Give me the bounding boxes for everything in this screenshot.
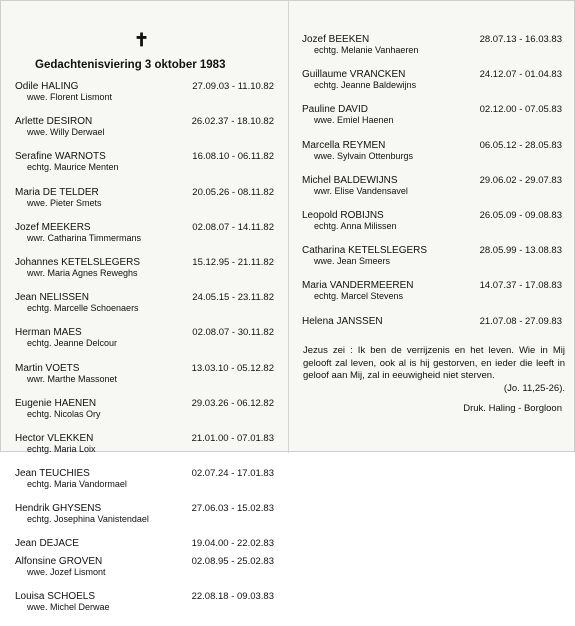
life-dates: 22.08.18 - 09.03.83 (191, 591, 274, 603)
deceased-name: Arlette DESIRON (15, 116, 93, 128)
deceased-name: Martin VOETS (15, 362, 80, 374)
list-item (1, 81, 288, 116)
deceased-name: Maria DE TELDER (15, 186, 99, 198)
deceased-name: Herman MAES (15, 327, 82, 339)
deceased-name: Eugenie HAENEN (15, 397, 97, 409)
list-item (1, 591, 288, 626)
list-item (1, 433, 288, 468)
list-item (289, 280, 575, 315)
list-item (1, 187, 288, 222)
spouse-line: echtg. Melanie Vanhaeren (314, 45, 419, 55)
life-dates: 19.04.00 - 22.02.83 (191, 538, 274, 550)
spouse-line: echtg. Marcel Stevens (314, 291, 404, 302)
deceased-name: Alfonsine GROVEN (15, 556, 103, 568)
deceased-name: Jean NELISSEN (15, 292, 89, 304)
spouse-line: echtg. Maria Vandormael (27, 479, 127, 490)
list-item (1, 292, 288, 327)
life-dates: 28.07.13 - 16.03.83 (479, 34, 562, 45)
list-item (1, 398, 288, 433)
spouse-line: wwe. Sylvain Ottenburgs (314, 150, 414, 161)
deceased-name: Serafine WARNOTS (15, 151, 106, 163)
list-item (289, 175, 575, 210)
cross-icon: ✝ (134, 30, 150, 50)
life-dates: 13.03.10 - 05.12.82 (191, 362, 274, 374)
spouse-line: echtg. Marcelle Schoenaers (27, 303, 139, 314)
deceased-name: Pauline DAVID (302, 104, 368, 116)
life-dates: 27.09.03 - 11.10.82 (192, 81, 274, 92)
list-item (1, 538, 288, 556)
life-dates: 20.05.26 - 08.11.82 (192, 186, 274, 198)
list-item (289, 316, 575, 334)
deceased-name: Leopold ROBIJNS (302, 209, 384, 221)
spouse-line: echtg. Anna Milissen (314, 220, 397, 231)
deceased-name: Hector VLEKKEN (15, 432, 94, 444)
quote-text: Jezus zei : Ik ben de verrijzenis en het leven. Wie in Mij gelooft zal leven, ook al is hij gestorven, en ieder die leeft in geloof aan Mij, zal in eeuwigheid niet sterven. (303, 345, 565, 381)
list-item (1, 363, 288, 398)
life-dates: 21.07.08 - 27.09.83 (479, 315, 562, 327)
page-title: Gedachtenisviering 3 oktober 1983 (35, 59, 226, 71)
list-item (1, 257, 288, 292)
spouse-line: echtg. Maurice Menten (27, 162, 119, 173)
list-item (1, 468, 288, 503)
spouse-line: echtg. Jeanne Delcour (27, 338, 118, 349)
spouse-line: wwr. Marthe Massonet (27, 373, 118, 384)
life-dates: 02.08.07 - 30.11.82 (192, 327, 274, 339)
list-item (1, 556, 288, 591)
life-dates: 06.05.12 - 28.05.83 (479, 139, 562, 151)
life-dates: 02.08.07 - 14.11.82 (192, 221, 274, 233)
spouse-line: wwe. Jean Smeers (314, 256, 391, 267)
spouse-line: wwe. Emiel Haenen (314, 115, 394, 126)
spouse-line: echtg. Josephina Vanistendael (27, 514, 149, 525)
list-item (289, 245, 575, 280)
spouse-line: wwr. Elise Vandensavel (314, 185, 408, 196)
spouse-line: wwr. Maria Agnes Reweghs (27, 267, 138, 278)
spouse-line: wwe. Michel Derwae (27, 602, 110, 613)
life-dates: 02.07.24 - 17.01.83 (191, 468, 274, 480)
spouse-line: echtg. Maria Loix (27, 443, 96, 454)
list-item (289, 104, 575, 139)
deceased-name: Michel BALDEWIJNS (302, 174, 398, 186)
list-item (1, 151, 288, 186)
list-item (289, 34, 575, 69)
spouse-line: echtg. Jeanne Baldewijns (314, 80, 417, 91)
right-panel (289, 1, 575, 453)
bible-quote (303, 345, 565, 395)
life-dates: 29.06.02 - 29.07.83 (479, 174, 562, 186)
deceased-name: Jean TEUCHIES (15, 468, 90, 480)
spouse-line: echtg. Nicolas Ory (27, 408, 101, 419)
life-dates: 24.12.07 - 01.04.83 (479, 69, 562, 81)
spouse-line: wwe. Pieter Smets (27, 197, 102, 208)
deceased-name: Hendrik GHYSENS (15, 503, 102, 515)
list-item (289, 69, 575, 104)
life-dates: 24.05.15 - 23.11.82 (192, 292, 274, 304)
life-dates: 14.07.37 - 17.08.83 (479, 280, 562, 292)
life-dates: 28.05.99 - 13.08.83 (479, 245, 562, 257)
list-item (1, 116, 288, 151)
life-dates: 26.05.09 - 09.08.83 (479, 209, 562, 221)
deceased-name: Jozef MEEKERS (15, 221, 91, 233)
deceased-name: Louisa SCHOELS (15, 591, 96, 603)
list-item (289, 140, 575, 175)
life-dates: 26.02.37 - 18.10.82 (191, 116, 274, 128)
list-item (1, 503, 288, 538)
printer-credit: Druk. Haling - Borgloon (463, 403, 562, 414)
deceased-name: Maria VANDERMEEREN (302, 280, 414, 292)
right-entry-list (289, 34, 575, 333)
life-dates: 21.01.00 - 07.01.83 (191, 432, 274, 444)
life-dates: 16.08.10 - 06.11.82 (192, 151, 274, 163)
deceased-name: Jozef BEEKEN (302, 34, 370, 45)
life-dates: 15.12.95 - 21.11.82 (192, 256, 274, 268)
spouse-line: wwe. Florent Lismont (27, 92, 113, 102)
left-entry-list (1, 81, 288, 626)
spouse-line: wwe. Willy Derwael (27, 127, 105, 138)
spouse-line: wwe. Jozef Lismont (27, 567, 106, 578)
life-dates: 29.03.26 - 06.12.82 (191, 397, 274, 409)
life-dates: 02.12.00 - 07.05.83 (479, 104, 562, 116)
list-item (289, 210, 575, 245)
deceased-name: Guillaume VRANCKEN (302, 69, 406, 81)
deceased-name: Johannes KETELSLEGERS (15, 256, 141, 268)
life-dates: 27.06.03 - 15.02.83 (191, 503, 274, 515)
left-panel (1, 1, 288, 613)
spouse-line: wwr. Catharina Timmermans (27, 232, 142, 243)
deceased-name: Jean DEJACE (15, 538, 79, 550)
deceased-name: Odile HALING (15, 81, 79, 92)
quote-reference: (Jo. 11,25-26). (503, 382, 565, 394)
list-item (1, 327, 288, 362)
deceased-name: Catharina KETELSLEGERS (302, 245, 428, 257)
life-dates: 02.08.95 - 25.02.83 (191, 556, 274, 568)
deceased-name: Helena JANSSEN (302, 315, 383, 327)
list-item (1, 222, 288, 257)
deceased-name: Marcella REYMEN (302, 139, 386, 151)
